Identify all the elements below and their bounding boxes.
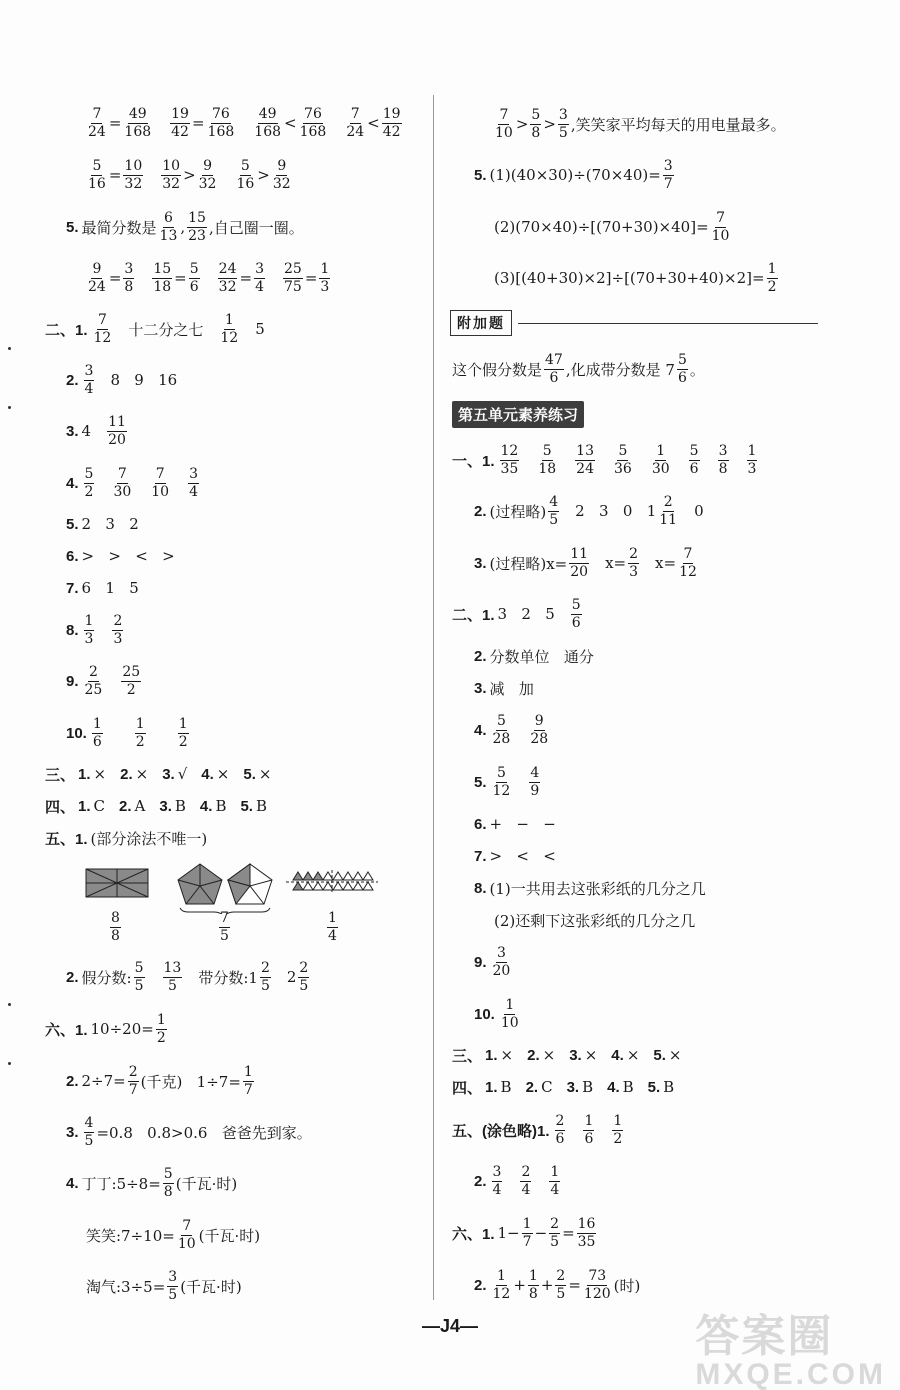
margin-dot bbox=[8, 406, 11, 409]
u-sec5-q1: 五、(涂色略)1. $\frac{2}{6}$ $\frac{1}{6}$ $\frac{1}{2}$ bbox=[452, 1112, 623, 1147]
q5-reduce-row: $\frac{9}{24}$ = $\frac{3}{8}$ $\frac{15}{18}$ = $\frac{5}{6}$ $\frac{24}{32}$ = $\frac{3}{4}$ $\frac{25}{75}$ = $\frac{1}{3}$ bbox=[88, 260, 330, 295]
u-sec2-q8-2: (2)还剩下这张彩纸的几分之几 bbox=[494, 911, 696, 930]
u-sec2-q2: 2. 分数单位 通分 bbox=[474, 647, 594, 666]
column-divider bbox=[433, 95, 434, 1300]
u-sec6-q1: 六、1. 1− $\frac{1}{7}$ − $\frac{2}{5}$ = $\frac{16}{35}$ bbox=[452, 1215, 596, 1250]
watermark-logo bbox=[695, 1300, 886, 1390]
r-compare-row: $\frac{7}{10}$ > $\frac{5}{8}$ > $\frac{3}{5}$ ,笑笑家平均每天的用电量最多。 bbox=[495, 106, 786, 141]
margin-dot bbox=[8, 1003, 11, 1006]
sec2-q2: 2. $\frac{3}{4}$ 8 9 16 bbox=[66, 362, 178, 397]
r-q5-3: (3)[(40+30)×2]÷[(70+30+40)×2]= $\frac{1}{2}$ bbox=[494, 260, 777, 295]
bonus-header: 附加题 bbox=[450, 310, 818, 336]
u-sec2-q5: 5. $\frac{5}{12}$ $\frac{4}{9}$ bbox=[474, 764, 540, 799]
u-sec2-q6: 6. + − − bbox=[474, 815, 556, 833]
sec2-q5: 5. 2 3 2 bbox=[66, 515, 139, 533]
margin-dot bbox=[8, 347, 11, 350]
u-sec2-q10: 10. $\frac{1}{10}$ bbox=[474, 996, 519, 1031]
watermark-line1: 答案圈 bbox=[695, 1312, 834, 1361]
shaded-rectangle-figure bbox=[85, 868, 149, 898]
sec6-q4-dingding: 4. 丁丁:5÷8= $\frac{5}{8}$ (千瓦·时) bbox=[66, 1165, 238, 1200]
sec5-q1: 五、1. (部分涂法不唯一) bbox=[45, 829, 208, 848]
sec2-q4: 4. $\frac{5}{2}$ $\frac{7}{30}$ $\frac{7}{10}$ $\frac{3}{4}$ bbox=[66, 465, 199, 500]
u-sec2-q7: 7. > < < bbox=[474, 847, 556, 865]
u-sec6-q2: 2. $\frac{1}{12}$ + $\frac{1}{8}$ + $\frac{2}{5}$ = $\frac{73}{120}$ (时) bbox=[474, 1267, 641, 1302]
pentagon-figures bbox=[176, 862, 276, 914]
sec6-q2: 2. 2÷7= $\frac{2}{7}$ (千克) 1÷7= $\frac{1}{7}$ bbox=[66, 1063, 253, 1098]
r-q5-2: (2)(70×40)÷[(70+30)×40]= $\frac{7}{10}$ bbox=[494, 209, 730, 244]
sec2-q3: 3. 4 $\frac{11}{20}$ bbox=[66, 413, 126, 448]
u-sec2-q9: 9. $\frac{3}{20}$ bbox=[474, 944, 511, 979]
margin-dot bbox=[8, 1062, 11, 1065]
sec2-q6: 6. > > < > bbox=[66, 547, 175, 565]
unit5-title-badge: 第五单元素养练习 bbox=[452, 401, 584, 428]
fig-caption-2: $\frac{7}{5}$ bbox=[220, 910, 229, 944]
r-q5-1: 5. (1)(40×30)÷(70×40)= $\frac{3}{7}$ bbox=[474, 157, 673, 192]
u-sec1-q2: 2. (过程略) $\frac{4}{5}$ 2 3 0 1 $\frac{2}{11}$ 0 bbox=[474, 493, 704, 528]
sec6-q4-xiaoxiao: 笑笑:7÷10= $\frac{7}{10}$ (千瓦·时) bbox=[86, 1217, 261, 1252]
sec2-q7: 7. 6 1 5 bbox=[66, 579, 139, 597]
sec2-q8: 8. $\frac{1}{3}$ $\frac{2}{3}$ bbox=[66, 612, 123, 647]
fig-caption-1: $\frac{8}{8}$ bbox=[111, 910, 120, 944]
sec2-q10: 10. $\frac{1}{6}$ $\frac{1}{2}$ $\frac{1}{2}$ bbox=[66, 715, 188, 750]
triangle-row-figure bbox=[286, 868, 378, 894]
u-sec2-q3: 3. 减 加 bbox=[474, 679, 534, 698]
watermark-line2: MXQE.COM bbox=[695, 1358, 886, 1390]
sec4-choice: 四、 1. C 2. A 3. B 4. B 5. B bbox=[45, 797, 268, 816]
sec6-q3: 3. $\frac{4}{5}$ =0.8 0.8>0.6 爸爸先到家。 bbox=[66, 1114, 312, 1149]
sec2-q9: 9. $\frac{2}{25}$ $\frac{25}{2}$ bbox=[66, 663, 141, 698]
sec6-q1: 六、1. 10÷20= $\frac{1}{2}$ bbox=[45, 1011, 166, 1046]
fig-caption-3: $\frac{1}{4}$ bbox=[328, 910, 337, 944]
page-number: —J4— bbox=[421, 1316, 479, 1336]
u-sec5-q2: 2. $\frac{3}{4}$ $\frac{2}{4}$ $\frac{1}{4}$ bbox=[474, 1163, 560, 1198]
q5-simplest: 5. 最简分数是 $\frac{6}{13}$ , $\frac{15}{23}$ ,自己圈一圈。 bbox=[66, 209, 304, 244]
u-sec1-q1: 一、1. $\frac{12}{35}$ $\frac{5}{18}$ $\frac{13}{24}$ $\frac{5}{36}$ $\frac{1}{30}$ $\frac{5}{6}$ $\frac{3}{8}$ $\frac{1}{3}$ bbox=[452, 442, 757, 477]
bonus-answer: 这个假分数是 $\frac{47}{6}$ ,化成带分数是 7 $\frac{5}{6}$ 。 bbox=[452, 351, 705, 386]
sec5-q2: 2. 假分数: $\frac{5}{5}$ $\frac{13}{5}$ 带分数:1 $\frac{2}{5}$ 2 $\frac{2}{5}$ bbox=[66, 959, 309, 994]
u-sec1-q3: 3. (过程略)x= $\frac{11}{20}$ x= $\frac{2}{3}$ x= $\frac{7}{12}$ bbox=[474, 545, 697, 580]
fraction-row-2: $\frac{5}{16}$ = $\frac{10}{32}$ $\frac{10}{32}$ > $\frac{9}{32}$ $\frac{5}{16}$ > $\frac{9}{32}$ bbox=[88, 157, 291, 192]
sec2-q1: 二、1. $\frac{7}{12}$ 十二分之七 $\frac{1}{12}$ 5 bbox=[45, 311, 265, 346]
u-sec2-q4: 4. $\frac{5}{28}$ $\frac{9}{28}$ bbox=[474, 712, 549, 747]
sec6-q4-taoqi: 淘气:3÷5= $\frac{3}{5}$ (千瓦·时) bbox=[86, 1268, 242, 1303]
sec3-judgement: 三、 1. × 2. × 3. √ 4. × 5. × bbox=[45, 765, 272, 784]
u-sec4-choice: 四、 1. B 2. C 3. B 4. B 5. B bbox=[452, 1078, 675, 1097]
u-sec2-q8: 8. (1)一共用去这张彩纸的几分之几 bbox=[474, 879, 706, 898]
fraction-row-1: $\frac{7}{24}$ = $\frac{49}{168}$ $\frac{19}{42}$ = $\frac{76}{168}$ $\frac{49}{168}$ < $\frac{76}{168}$ $\frac{7}{24}$ < $\frac{19}{42}$ bbox=[88, 105, 401, 140]
u-sec2-q1: 二、1. 3 2 5 $\frac{5}{6}$ bbox=[452, 596, 581, 631]
u-sec3-judgement: 三、 1. × 2. × 3. × 4. × 5. × bbox=[452, 1046, 682, 1065]
